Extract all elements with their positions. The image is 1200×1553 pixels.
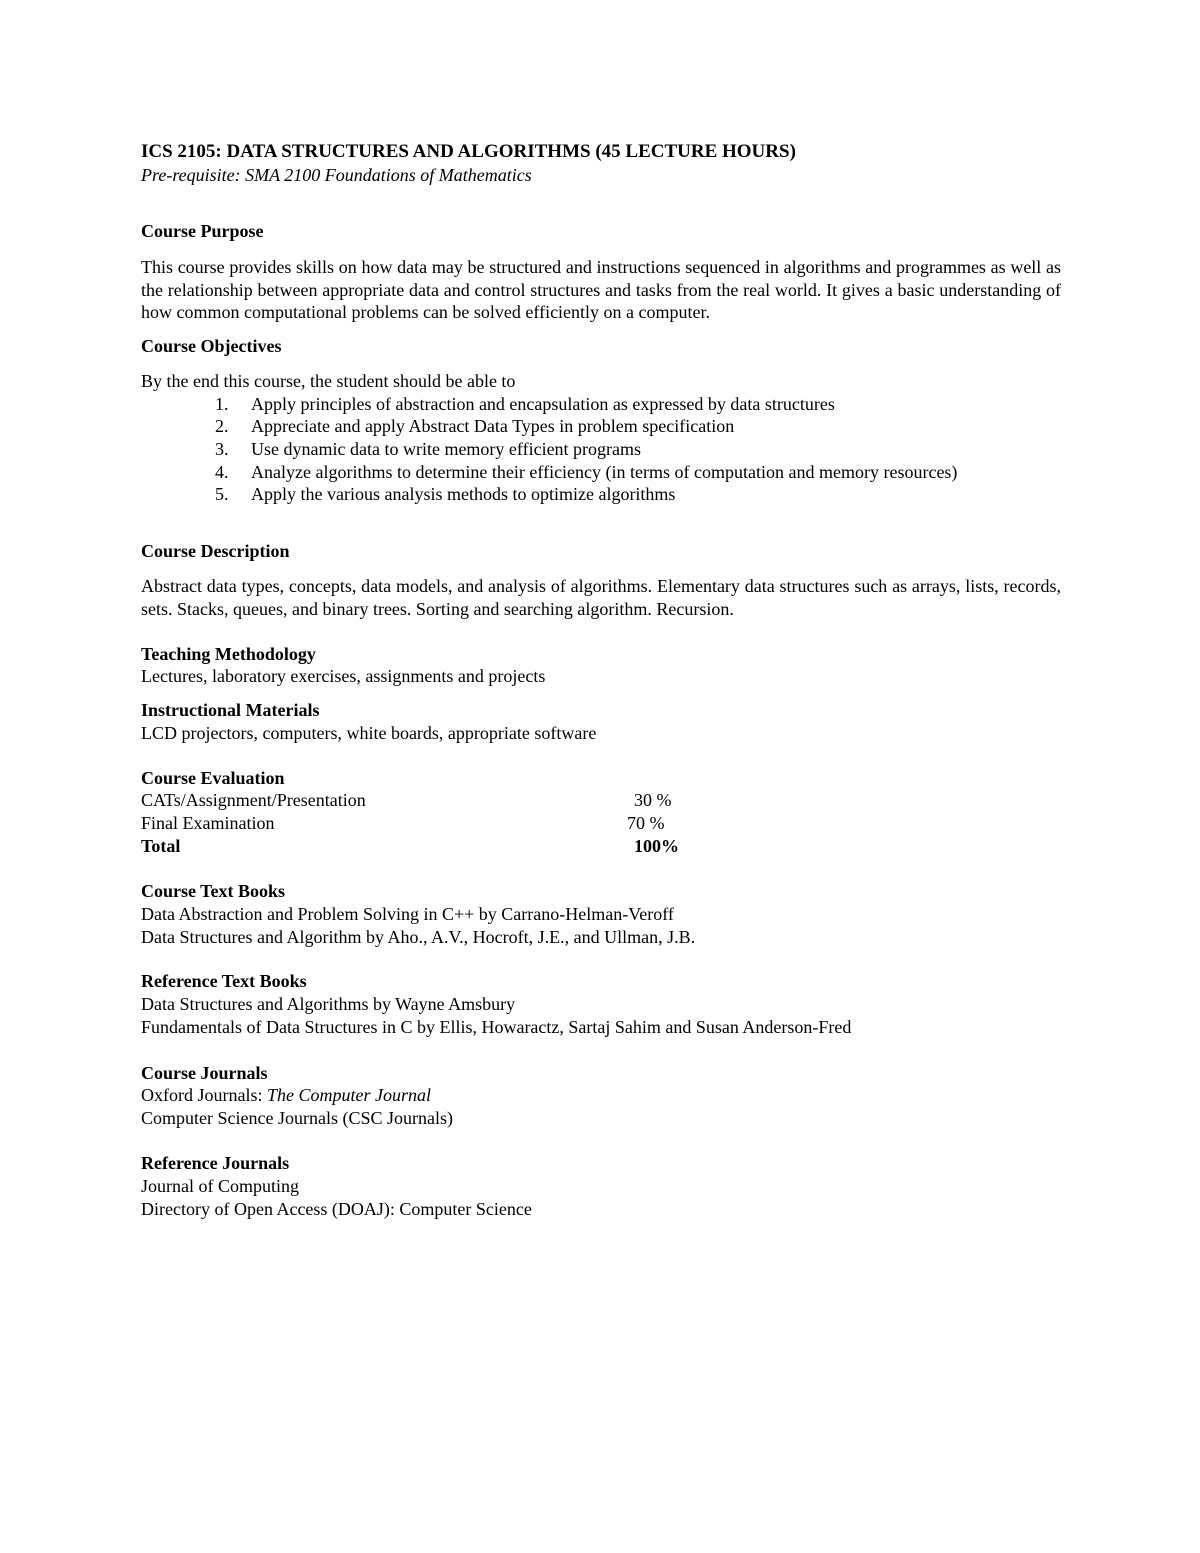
evaluation-value: 30 % [634,790,672,810]
materials-heading: Instructional Materials [141,700,320,720]
reference-journal-item: Journal of Computing [141,1176,299,1196]
reference-books-heading: Reference Text Books [141,971,307,991]
objectives-intro: By the end this course, the student should be able to [141,371,516,391]
reference-book-item: Fundamentals of Data Structures in C by Ellis, Howaractz, Sartaj Sahim and Susan Anderson-Fred [141,1017,852,1037]
objective-item [215,461,957,484]
journal-publisher: Oxford Journals: [141,1085,267,1105]
evaluation-row [141,789,701,811]
text-book-item: Data Structures and Algorithm by Aho., A.V., Hocroft, J.E., and Ullman, J.B. [141,927,696,947]
reference-book-item: Data Structures and Algorithms by Wayne Amsbury [141,994,516,1014]
materials-text: LCD projectors, computers, white boards, appropriate software [141,723,597,743]
evaluation-label: Total [141,836,181,856]
reference-journal-item: Directory of Open Access (DOAJ): Computer Science [141,1199,532,1219]
purpose-text: This course provides skills on how data may be structured and instructions sequenced in algorithms and programmes as well as the relationship between appropriate data and control structures and tasks from the real world. It gives a basic understanding of how common computational problems can be solved efficiently on a computer. [141,257,1061,322]
objective-number: 3. [215,439,229,459]
objective-number: 2. [215,416,229,436]
reference-journals-heading: Reference Journals [141,1153,290,1173]
objective-text: Appreciate and apply Abstract Data Types in problem specification [251,416,735,436]
purpose-heading: Course Purpose [141,221,264,241]
journal-item [141,1084,431,1107]
objective-text: Analyze algorithms to determine their efficiency (in terms of computation and memory resources) [251,462,958,482]
description-text: Abstract data types, concepts, data models, and analysis of algorithms. Elementary data structures such as arrays, lists, records, sets. Stacks, queues, and binary trees. Sorting and searching algorithm. Recursion. [141,576,1061,619]
objective-number: 5. [215,484,229,504]
objective-item [215,438,641,461]
text-book-item: Data Abstraction and Problem Solving in C++ by Carrano-Helman-Veroff [141,904,674,924]
objective-number: 4. [215,462,229,482]
description-heading: Course Description [141,541,290,561]
evaluation-value: 70 % [627,813,665,833]
objective-item [215,415,734,438]
prerequisite: Pre-requisite: SMA 2100 Foundations of Mathematics [141,165,532,185]
journals-heading: Course Journals [141,1063,268,1083]
objective-item [215,393,835,416]
methodology-heading: Teaching Methodology [141,644,316,664]
objective-item [215,483,675,506]
methodology-text: Lectures, laboratory exercises, assignments and projects [141,666,546,686]
evaluation-label: Final Examination [141,813,275,833]
evaluation-total-row [141,835,701,857]
objective-text: Apply the various analysis methods to optimize algorithms [251,484,676,504]
objective-text: Apply principles of abstraction and encapsulation as expressed by data structures [251,394,835,414]
evaluation-value: 100% [634,836,679,856]
course-title: ICS 2105: DATA STRUCTURES AND ALGORITHMS (45 LECTURE HOURS) [141,141,796,162]
evaluation-heading: Course Evaluation [141,768,285,788]
journal-item: Computer Science Journals (CSC Journals) [141,1108,453,1128]
objectives-heading: Course Objectives [141,336,282,356]
evaluation-label: CATs/Assignment/Presentation [141,790,366,810]
evaluation-row [141,812,701,834]
text-books-heading: Course Text Books [141,881,286,901]
journal-title: The Computer Journal [266,1085,431,1105]
objective-text: Use dynamic data to write memory efficient programs [251,439,642,459]
objective-number: 1. [215,394,229,414]
